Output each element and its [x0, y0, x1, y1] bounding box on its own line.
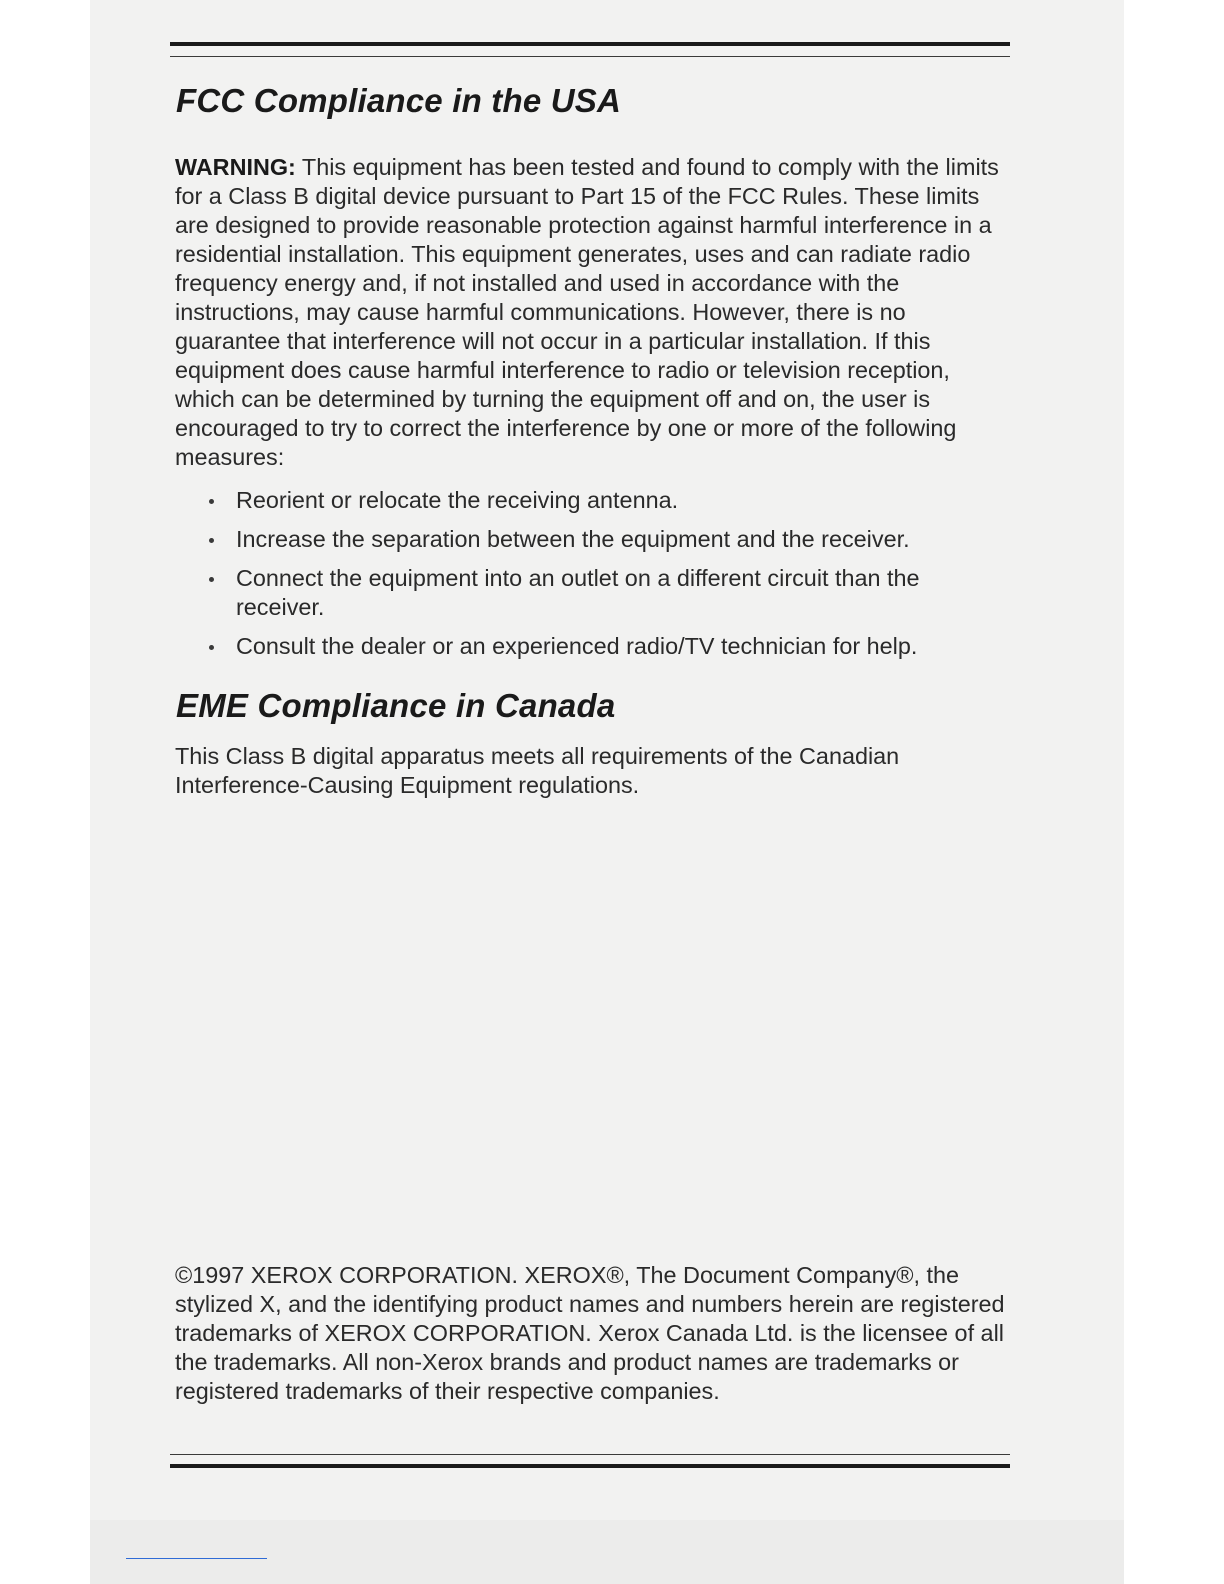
copyright-paragraph: ©1997 XEROX CORPORATION. XEROX®, The Document Company®, the stylized X, and the identifying product names and numbers herein are registered trademarks of XEROX CORPORATION. Xerox Canada Ltd. is the licensee of all the trademarks. All non-Xerox brands and product names are trademarks or registered trademarks of their respective companies.	[175, 1262, 1005, 1404]
bullet-icon	[209, 499, 214, 504]
fcc-heading: FCC Compliance in the USA	[176, 82, 622, 119]
fcc-warning-paragraph	[175, 153, 1005, 472]
top-rule-thin	[170, 56, 1010, 57]
bullet-icon	[209, 538, 214, 543]
list-item	[205, 632, 1005, 661]
bottom-rule-thin	[170, 1454, 1010, 1455]
footer-underline	[126, 1558, 267, 1559]
measure-text: Reorient or relocate the receiving antenna.	[236, 487, 679, 513]
measure-text: Connect the equipment into an outlet on a different circuit than the receiver.	[236, 565, 920, 620]
list-item	[205, 564, 1005, 622]
list-item	[205, 486, 1005, 515]
warning-text: This equipment has been tested and found to comply with the limits for a Class B digital device pursuant to Part 15 of the FCC Rules. These limits are designed to provide reasonable protection against harmful interference in a residential installation. This equipment generates, uses and can radiate radio frequency energy and, if not installed and used in accordance with the instructions, may cause harmful communications. However, there is no guarantee that interference will not occur in a particular installation. If this equipment does cause harmful interference to radio or television reception, which can be determined by turning the equipment off and on, the user is encouraged to try to correct the interference by one or more of the following measures:	[175, 154, 999, 470]
bottom-rule-thick	[170, 1464, 1010, 1468]
bottom-double-rule	[170, 1454, 1010, 1468]
list-item	[205, 525, 1005, 554]
measures-list	[205, 486, 1005, 671]
warning-label: WARNING:	[175, 154, 296, 180]
top-rule-thick	[170, 42, 1010, 46]
eme-heading: EME Compliance in Canada	[176, 687, 616, 724]
page-fold-shadow	[90, 1520, 1124, 1584]
eme-paragraph: This Class B digital apparatus meets all requirements of the Canadian Interference-Causing Equipment regulations.	[175, 743, 900, 798]
bullet-icon	[209, 645, 214, 650]
bullet-icon	[209, 577, 214, 582]
measure-text: Consult the dealer or an experienced radio/TV technician for help.	[236, 633, 918, 659]
top-double-rule	[170, 42, 1010, 57]
measure-text: Increase the separation between the equipment and the receiver.	[236, 526, 910, 552]
